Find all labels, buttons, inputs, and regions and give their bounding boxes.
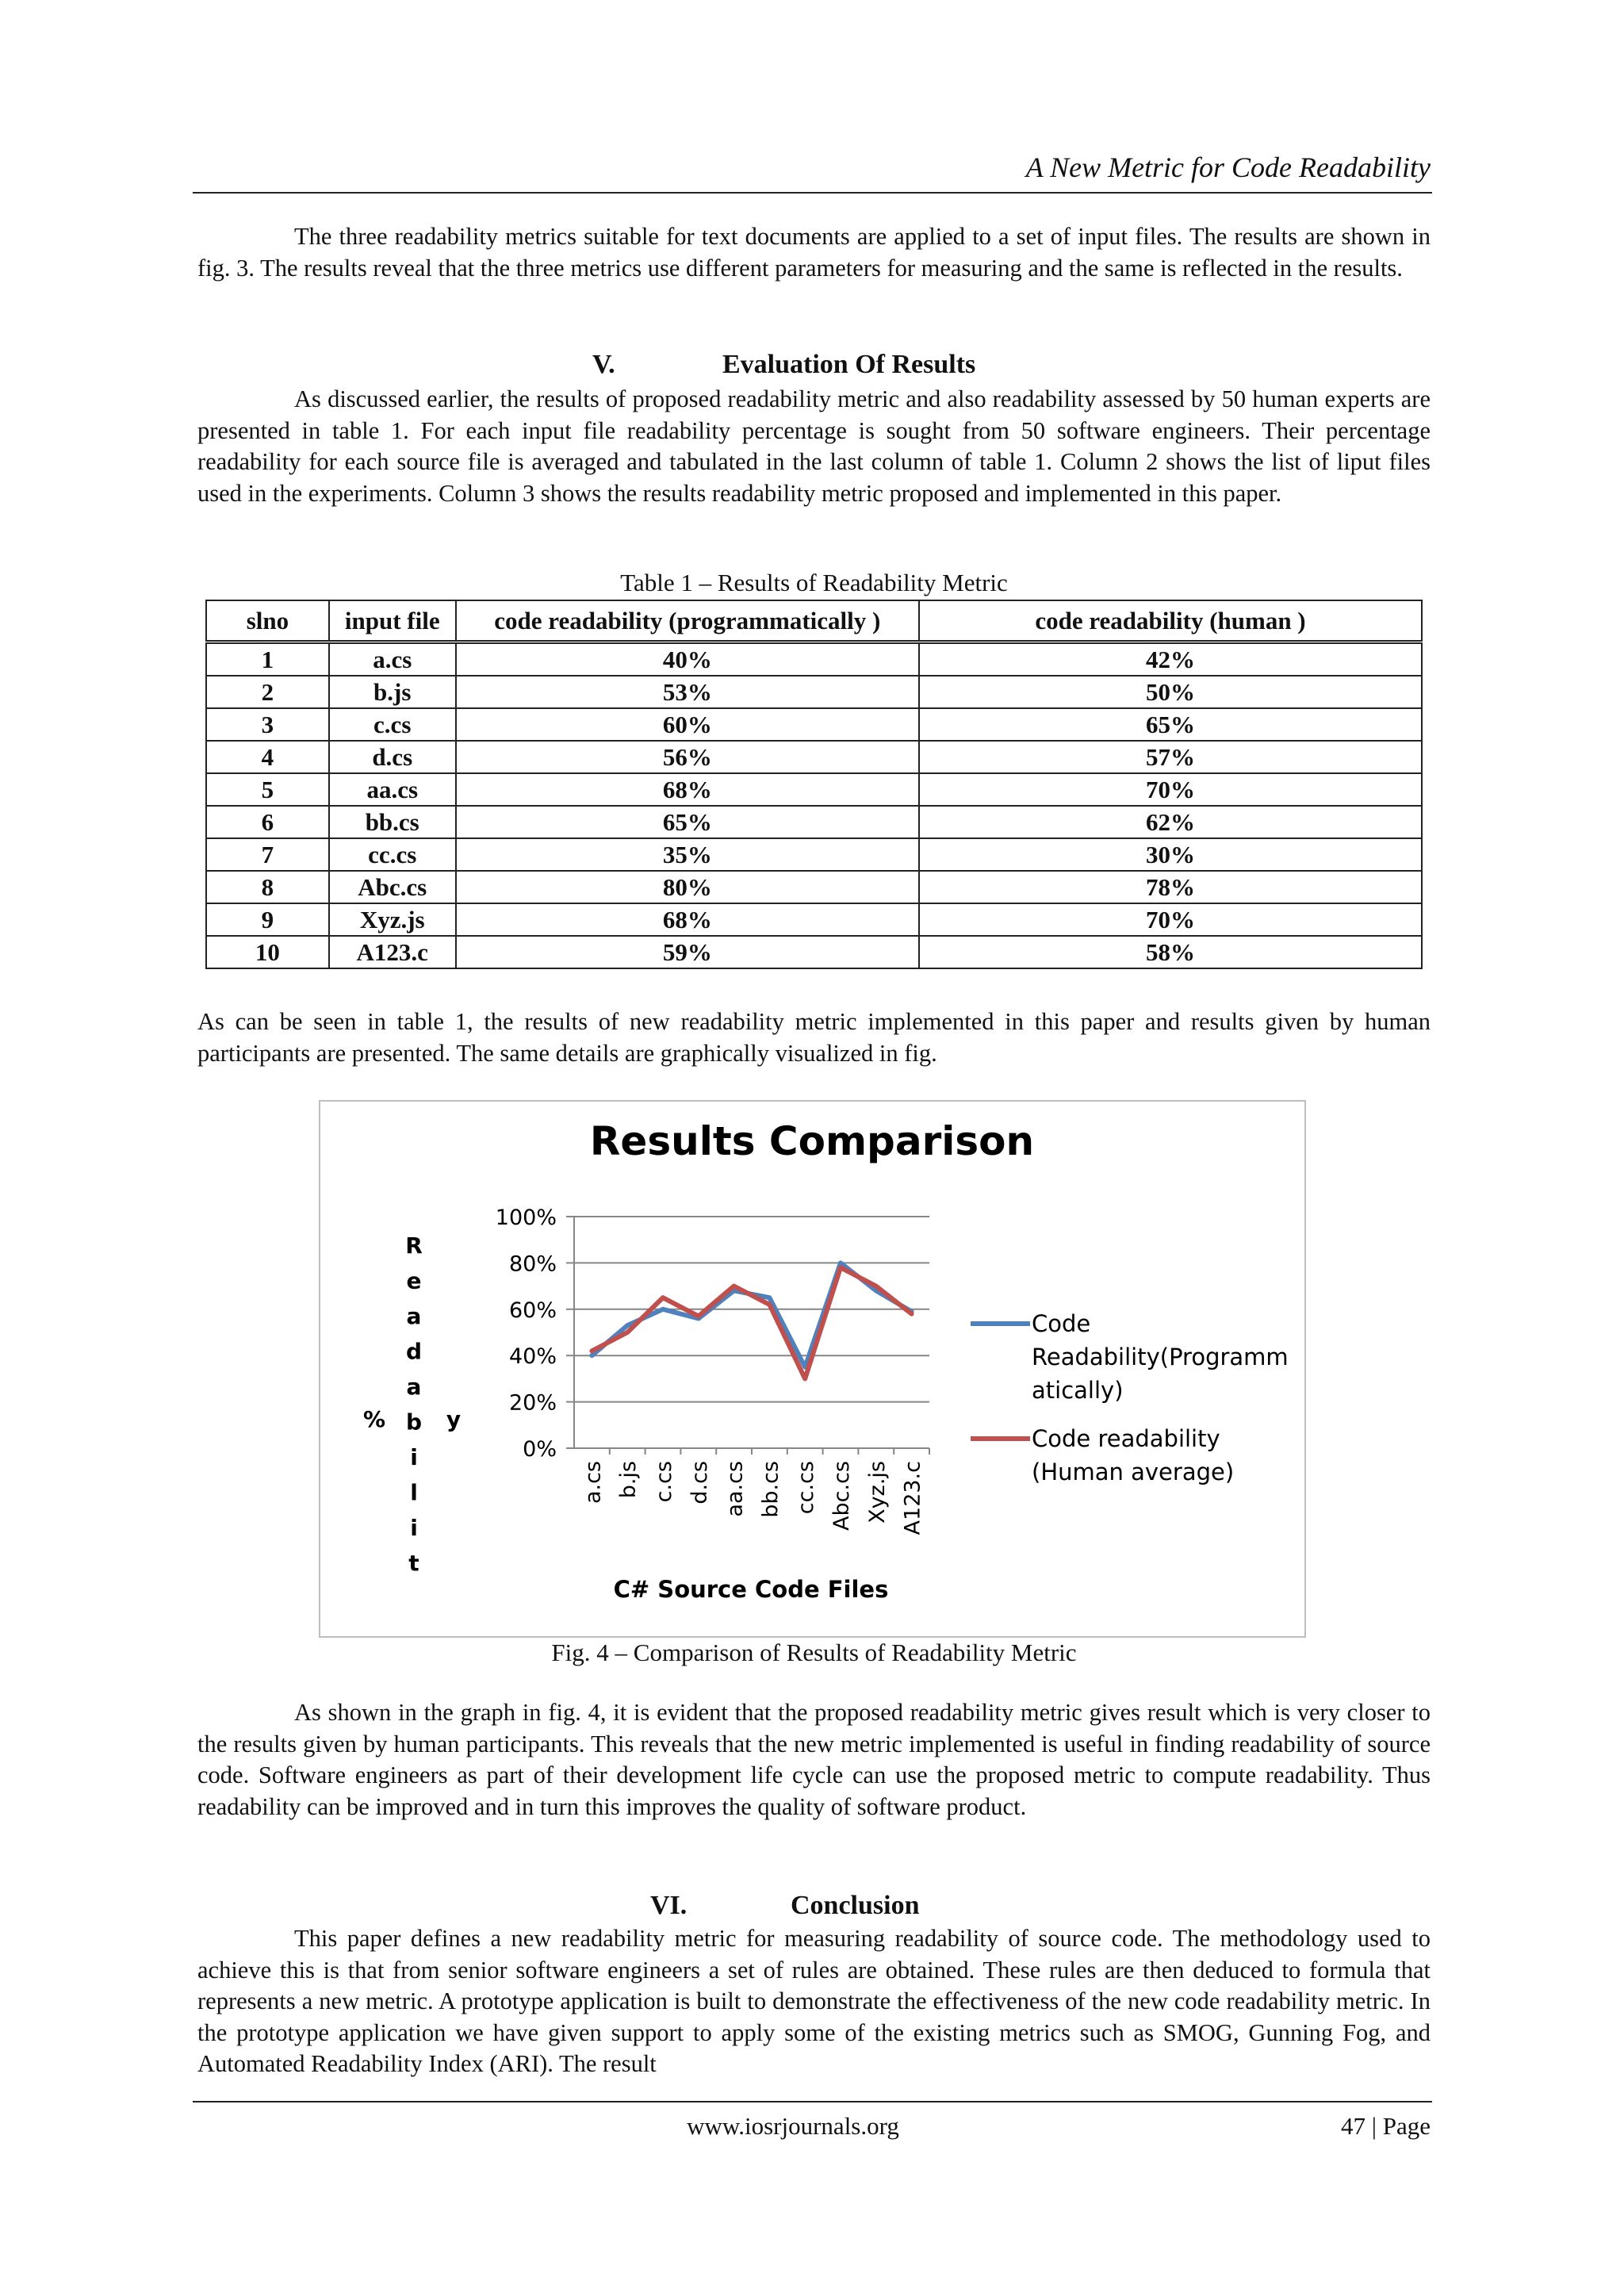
x-tick-label: d.cs: [687, 1461, 712, 1504]
cell-programmatic: 59%: [456, 936, 919, 968]
cell-input-file: b.js: [329, 676, 456, 708]
cell-input-file: c.cs: [329, 708, 456, 741]
legend-label: atically): [1032, 1377, 1124, 1404]
paragraph-graph-discussion: [197, 1697, 1431, 1823]
cell-human: 78%: [919, 871, 1422, 903]
series-line-human: [592, 1267, 911, 1378]
table-row: [206, 806, 1422, 838]
cell-slno: 4: [206, 741, 329, 773]
table-row: [206, 676, 1422, 708]
cell-input-file: d.cs: [329, 741, 456, 773]
y-tick-label: 100%: [495, 1205, 557, 1230]
footer-page-number: 47 | Page: [1341, 2112, 1431, 2140]
y-axis-title-letter: l: [410, 1479, 418, 1506]
y-tick-label: 40%: [508, 1344, 557, 1370]
table-row: [206, 903, 1422, 936]
legend-label: Readability(Programm: [1032, 1343, 1289, 1370]
chart-canvas: [320, 1102, 1304, 1636]
y-axis-title-letter: i: [410, 1515, 418, 1541]
footer-url: www.iosrjournals.org: [687, 2112, 899, 2140]
results-comparison-chart: [319, 1100, 1306, 1638]
cell-human: 50%: [919, 676, 1422, 708]
cell-human: 30%: [919, 838, 1422, 871]
figure-caption: Fig. 4 – Comparison of Results of Readability Metric: [551, 1639, 1077, 1666]
cell-human: 70%: [919, 903, 1422, 936]
header-slno: slno: [206, 600, 329, 642]
y-axis-title-letter: b: [405, 1409, 423, 1435]
x-axis-title: C# Source Code Files: [613, 1576, 889, 1603]
section-number: VI.: [650, 1891, 688, 1920]
footer-rule: [193, 2101, 1432, 2102]
cell-slno: 9: [206, 903, 329, 936]
cell-input-file: Xyz.js: [329, 903, 456, 936]
x-tick-label: c.cs: [652, 1461, 676, 1503]
section-title: Conclusion: [791, 1891, 920, 1920]
cell-slno: 5: [206, 773, 329, 806]
cell-input-file: a.cs: [329, 642, 456, 677]
table-row: [206, 936, 1422, 968]
y-axis-title-percent: %: [362, 1406, 386, 1432]
cell-programmatic: 65%: [456, 806, 919, 838]
cell-human: 58%: [919, 936, 1422, 968]
paragraph-intro: [197, 221, 1431, 284]
paragraph-intro-text: The three readability metrics suitable for text documents are applied to a set of input files. The results are shown in fig. 3. The results reveal that the three metrics use different parameters for measuring and the same is reflected in the results.: [197, 223, 1431, 282]
cell-slno: 3: [206, 708, 329, 741]
cell-slno: 6: [206, 806, 329, 838]
paragraph-graph-discussion-text: As shown in the graph in fig. 4, it is evident that the proposed readability metric gives result which is very closer to the results given by human participants. This reveals that the new metric implemented is useful in finding readability of source code. Software engineers as part of their development life cycle can use the proposed metric to compute readability. Thus readability can be improved and in turn this improves the quality of software product.: [197, 1699, 1431, 1820]
header-input-file: input file: [329, 600, 456, 642]
x-tick-label: Xyz.js: [864, 1461, 890, 1524]
paragraph-evaluation-text: As discussed earlier, the results of proposed readability metric and also readability assessed by 50 human experts are presented in table 1. For each input file readability percentage is sought from 50 software engineers. Their percentage readability for each source file is averaged and tabulated in the last column of table 1. Column 2 shows the list of liput files used in the experiments. Column 3 shows the results readability metric proposed and implemented in this paper.: [197, 385, 1431, 507]
y-tick-label: 80%: [508, 1251, 557, 1277]
paragraph-conclusion-text: This paper defines a new readability metric for measuring readability of source code. The methodology used to achieve this is that from senior software engineers a set of rules are obtained. These rules are then deduced to formula that represents a new metric. A prototype application is built to demonstrate the effectiveness of the new code readability metric. In the prototype application we have given support to apply some of the existing metrics such as SMOG, Gunning Fog, and Automated Readability Index (ARI). The result: [197, 1925, 1431, 2077]
cell-programmatic: 40%: [456, 642, 919, 677]
y-axis-title-letter: d: [405, 1338, 423, 1365]
legend-label: Code: [1032, 1310, 1091, 1337]
x-tick-label: a.cs: [580, 1461, 606, 1504]
cell-human: 57%: [919, 741, 1422, 773]
table-row: [206, 871, 1422, 903]
paragraph-evaluation: [197, 384, 1431, 509]
header-code-readability-human: code readability (human ): [919, 600, 1422, 642]
table-row: [206, 708, 1422, 741]
cell-programmatic: 53%: [456, 676, 919, 708]
x-tick-label: aa.cs: [722, 1461, 748, 1517]
table-row: [206, 773, 1422, 806]
cell-programmatic: 60%: [456, 708, 919, 741]
cell-slno: 10: [206, 936, 329, 968]
y-axis-title-letter: t: [408, 1550, 419, 1577]
cell-slno: 8: [206, 871, 329, 903]
cell-programmatic: 68%: [456, 903, 919, 936]
cell-input-file: Abc.cs: [329, 871, 456, 903]
y-tick-label: 20%: [508, 1390, 557, 1416]
cell-input-file: aa.cs: [329, 773, 456, 806]
section-title: Evaluation Of Results: [722, 350, 976, 379]
table-header-row: [206, 600, 1422, 642]
y-tick-label: 0%: [523, 1437, 557, 1462]
cell-slno: 7: [206, 838, 329, 871]
cell-input-file: bb.cs: [329, 806, 456, 838]
x-tick-label: A123.c: [900, 1461, 925, 1535]
header-code-readability-programmatic: code readability (programmatically ): [456, 600, 919, 642]
y-axis-title-letter: e: [406, 1267, 422, 1294]
y-axis-title-letter: a: [406, 1374, 422, 1400]
x-tick-label: b.js: [616, 1461, 642, 1499]
y-axis-title-letter: i: [410, 1444, 418, 1470]
cell-human: 42%: [919, 642, 1422, 677]
paragraph-table-discussion-text: As can be seen in table 1, the results of new readability metric implemented in this paper and results given by human participants are presented. The same details are graphically visualized in fig.: [197, 1008, 1431, 1067]
chart-title: Results Comparison: [589, 1118, 1035, 1164]
paragraph-conclusion: [197, 1923, 1431, 2080]
y-axis-title-letter: R: [405, 1232, 423, 1259]
paragraph-table-discussion: [197, 1006, 1431, 1069]
section-number: V.: [592, 350, 615, 379]
running-title: A New Metric for Code Readability: [1025, 151, 1431, 183]
cell-human: 62%: [919, 806, 1422, 838]
cell-slno: 1: [206, 642, 329, 677]
cell-programmatic: 56%: [456, 741, 919, 773]
cell-programmatic: 35%: [456, 838, 919, 871]
y-axis-title-y: y: [446, 1406, 462, 1432]
y-axis-title-letter: a: [406, 1303, 422, 1329]
legend-label: (Human average): [1032, 1458, 1235, 1485]
cell-input-file: cc.cs: [329, 838, 456, 871]
table-caption: Table 1 – Results of Readability Metric: [620, 569, 1008, 596]
cell-human: 70%: [919, 773, 1422, 806]
results-table: [205, 600, 1423, 969]
x-tick-label: Abc.cs: [829, 1461, 854, 1531]
x-tick-label: bb.cs: [758, 1461, 783, 1518]
cell-human: 65%: [919, 708, 1422, 741]
x-tick-label: cc.cs: [794, 1461, 819, 1515]
cell-slno: 2: [206, 676, 329, 708]
legend-label: Code readability: [1032, 1425, 1220, 1452]
header-rule: [193, 192, 1432, 194]
cell-programmatic: 68%: [456, 773, 919, 806]
table-row: [206, 642, 1422, 677]
y-tick-label: 60%: [508, 1297, 557, 1323]
cell-input-file: A123.c: [329, 936, 456, 968]
table-row: [206, 741, 1422, 773]
cell-programmatic: 80%: [456, 871, 919, 903]
table-row: [206, 838, 1422, 871]
